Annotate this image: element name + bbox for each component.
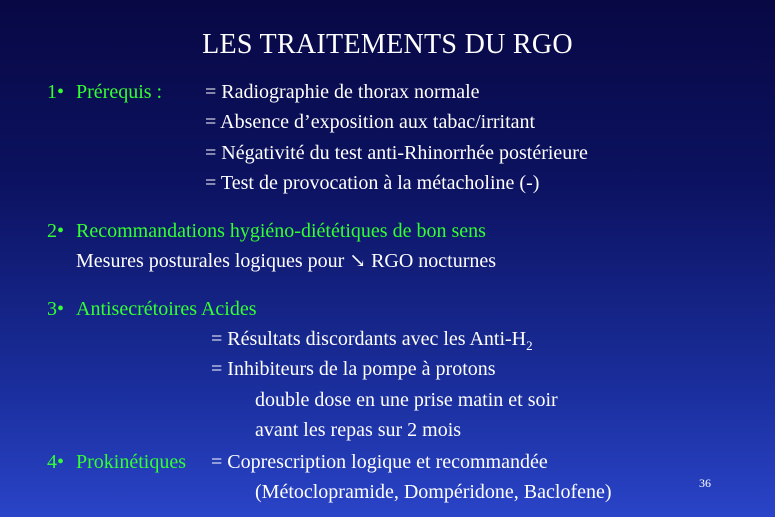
section-1-number: 1• <box>47 81 65 103</box>
prereq-item-4: = Test de provocation à la métacholine (-) <box>205 172 540 194</box>
prokinetic-item-2: (Métoclopramide, Dompéridone, Baclofene) <box>255 481 612 503</box>
prokinetic-item-1: = Coprescription logique et recommandée <box>211 451 548 473</box>
antisecretory-item-2: = Inhibiteurs de la pompe à protons <box>211 358 496 380</box>
subscript-2: 2 <box>526 338 533 353</box>
section-1-label: Prérequis : <box>76 81 163 103</box>
prereq-item-1: = Radiographie de thorax normale <box>205 81 480 103</box>
prereq-item-3: = Négativité du test anti-Rhinorrhée postérieure <box>205 142 588 164</box>
antisecretory-item-1-text: = Résultats discordants avec les Anti-H <box>211 328 527 350</box>
antisecretory-item-1 <box>211 327 533 353</box>
posture-line <box>76 249 496 273</box>
page-number: 36 <box>699 476 711 490</box>
posture-text-end: RGO nocturnes <box>366 250 497 272</box>
antisecretory-detail-1: double dose en une prise matin et soir <box>255 389 558 411</box>
arrow-down-right-icon: ↘ <box>349 250 367 272</box>
section-2-number: 2• <box>47 220 65 242</box>
section-4-number: 4• <box>47 451 65 473</box>
section-2-label: Recommandations hygiéno-diététiques de bon sens <box>76 220 486 242</box>
section-3-label: Antisecrétoires Acides <box>76 298 257 320</box>
section-3-number: 3• <box>47 298 65 320</box>
section-4-label: Prokinétiques <box>76 451 186 473</box>
posture-text: Mesures posturales logiques pour <box>76 250 345 272</box>
antisecretory-detail-2: avant les repas sur 2 mois <box>255 419 462 441</box>
slide-title: LES TRAITEMENTS DU RGO <box>202 29 573 60</box>
prereq-item-2: = Absence d’exposition aux tabac/irritant <box>205 111 536 133</box>
